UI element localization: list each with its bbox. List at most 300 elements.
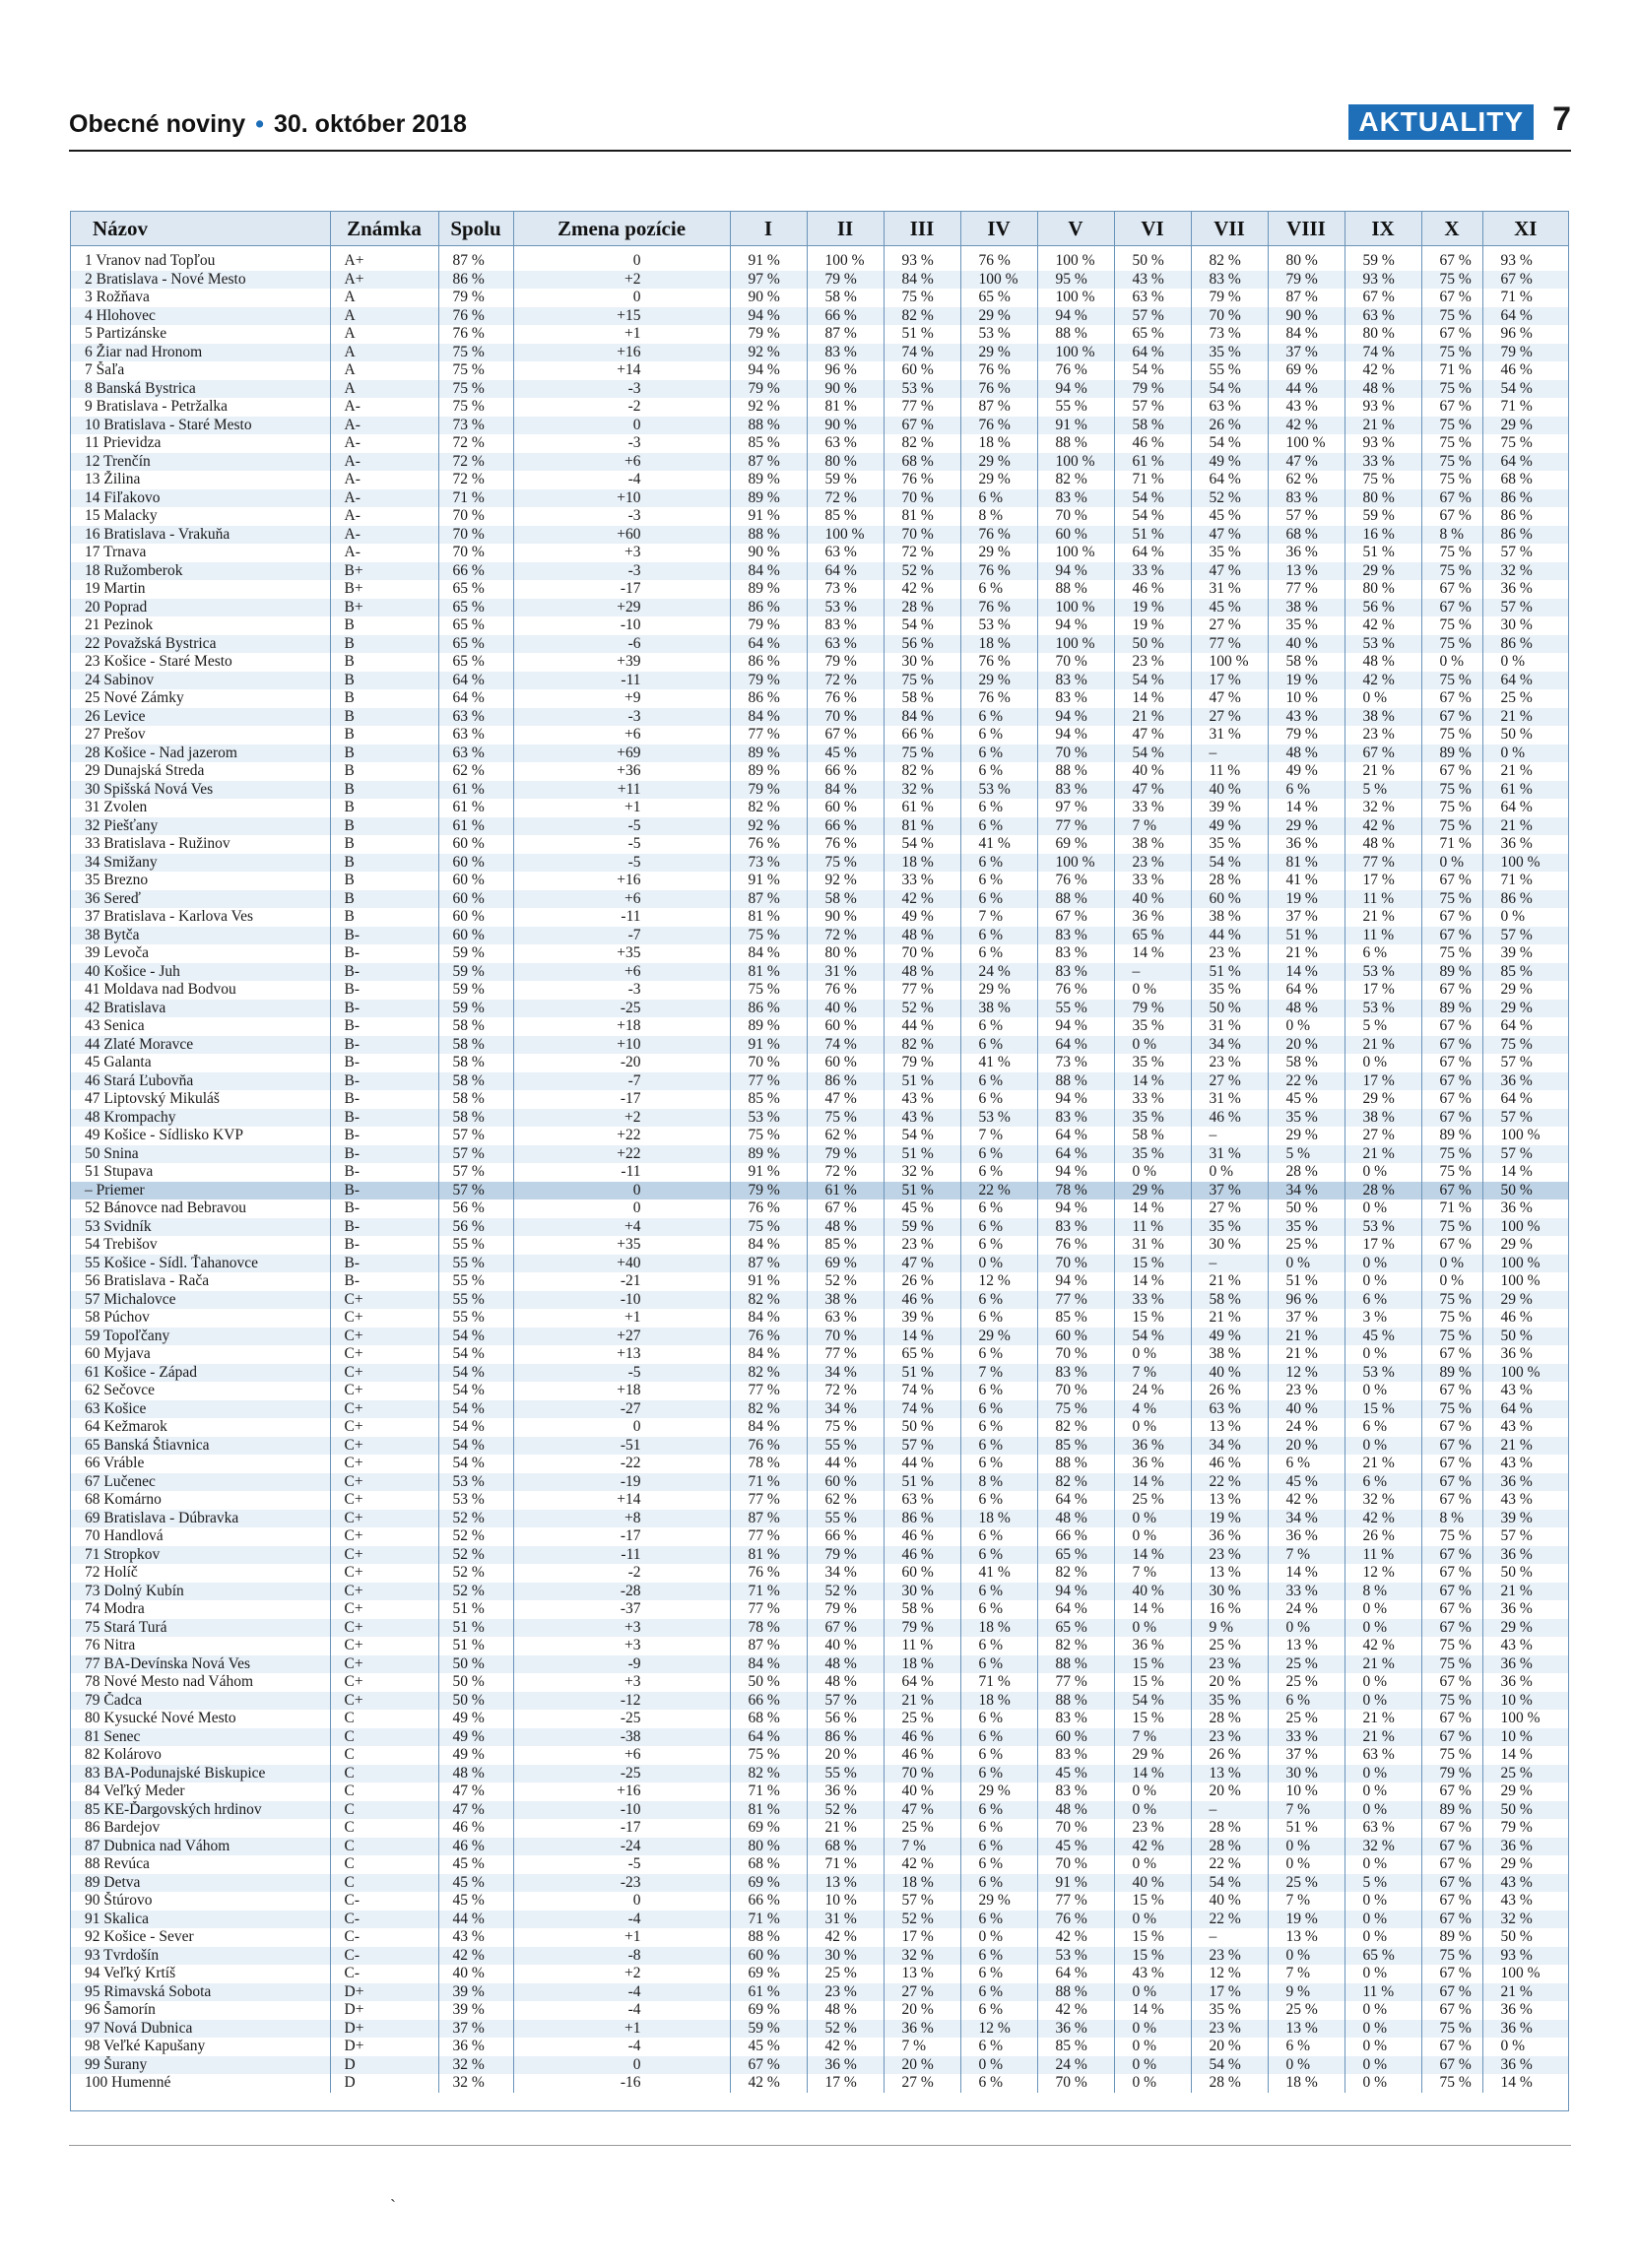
cell-change: -17 (513, 1527, 730, 1546)
cell-m11: 0 % (1482, 745, 1568, 763)
cell-m10: 67 % (1421, 580, 1482, 599)
cell-m6: 54 % (1114, 672, 1191, 690)
cell-m2: 72 % (807, 1382, 884, 1400)
cell-m5: 88 % (1037, 1655, 1114, 1674)
cell-m2: 48 % (807, 1218, 884, 1237)
table-row (71, 271, 1568, 290)
cell-m3: 56 % (884, 635, 960, 654)
cell-m10: 67 % (1421, 1546, 1482, 1565)
cell-total: 72 % (438, 453, 513, 472)
cell-m7: 21 % (1191, 1309, 1268, 1328)
cell-m11: 21 % (1482, 1437, 1568, 1456)
cell-name: 34 Smižany (71, 854, 330, 873)
cell-m4: 6 % (960, 1746, 1037, 1765)
cell-m1: 77 % (730, 1600, 807, 1619)
cell-m5: 83 % (1037, 781, 1114, 800)
cell-m9: 23 % (1345, 726, 1421, 745)
cell-m10: 75 % (1421, 2020, 1482, 2039)
cell-m9: 29 % (1345, 562, 1421, 581)
cell-m8: 62 % (1268, 471, 1345, 489)
table-row (71, 344, 1568, 362)
cell-m8: 14 % (1268, 963, 1345, 982)
cell-m11: 64 % (1482, 307, 1568, 326)
cell-m7: 49 % (1191, 453, 1268, 472)
cell-grade: C+ (330, 1418, 438, 1437)
cell-m3: 42 % (884, 1855, 960, 1874)
cell-change: -22 (513, 1455, 730, 1473)
cell-change: +22 (513, 1145, 730, 1164)
table-row (71, 854, 1568, 873)
cell-grade: A- (330, 417, 438, 435)
cell-m5: 70 % (1037, 653, 1114, 672)
cell-grade: B (330, 762, 438, 781)
cell-m5: 60 % (1037, 1728, 1114, 1747)
cell-m4: 76 % (960, 653, 1037, 672)
table-row (71, 1291, 1568, 1310)
cell-m6: 14 % (1114, 1473, 1191, 1492)
cell-m6: 64 % (1114, 544, 1191, 562)
cell-total: 73 % (438, 417, 513, 435)
cell-m8: 43 % (1268, 398, 1345, 417)
cell-m4: 29 % (960, 344, 1037, 362)
cell-change: 0 (513, 246, 730, 271)
cell-grade: C+ (330, 1364, 438, 1383)
cell-m2: 17 % (807, 2074, 884, 2093)
cell-m7: 35 % (1191, 1692, 1268, 1711)
cell-change: 0 (513, 1418, 730, 1437)
cell-m11: 36 % (1500, 1199, 1533, 1217)
cell-m3: 60 % (884, 361, 960, 380)
cell-m1: 70 % (730, 1054, 807, 1072)
table-row (71, 1819, 1568, 1838)
cell-m8: 79 % (1268, 726, 1345, 745)
cell-change: +4 (513, 1218, 730, 1237)
cell-change: +1 (513, 799, 730, 817)
cell-m6: 0 % (1114, 1983, 1191, 2002)
cell-m1: 69 % (730, 1874, 807, 1893)
cell-m7: 28 % (1191, 1819, 1268, 1838)
cell-m7: 13 % (1191, 1418, 1268, 1437)
cell-grade: C- (330, 1911, 438, 1929)
table-row (71, 1765, 1568, 1783)
cell-m11: 79 % (1500, 1819, 1533, 1837)
table-row (71, 471, 1568, 489)
table-row (71, 1163, 1568, 1182)
cell-m11: 100 % (1482, 854, 1568, 873)
cell-m6: 54 % (1114, 361, 1191, 380)
table-row (71, 599, 1568, 617)
cell-m9: 42 % (1345, 672, 1421, 690)
cell-m5: 94 % (1037, 708, 1114, 727)
cell-m4: 7 % (960, 1127, 1037, 1145)
cell-m3: 51 % (884, 1182, 960, 1200)
table-row (71, 1728, 1568, 1747)
cell-total: 60 % (438, 854, 513, 873)
cell-m6: 58 % (1114, 417, 1191, 435)
cell-m8: 14 % (1268, 1564, 1345, 1583)
cell-m1: 86 % (730, 599, 807, 617)
cell-name: 22 Považská Bystrica (71, 635, 330, 654)
cell-m4: 6 % (960, 1291, 1037, 1310)
cell-m10: 67 % (1421, 1382, 1482, 1400)
cell-m6: 15 % (1114, 1255, 1191, 1273)
cell-m1: 81 % (730, 1801, 807, 1820)
cell-m3: 77 % (884, 981, 960, 1000)
cell-m5: 85 % (1037, 2038, 1114, 2056)
cell-m5: 95 % (1037, 271, 1114, 290)
cell-m2: 52 % (807, 1272, 884, 1291)
cell-m4: 53 % (960, 781, 1037, 800)
cell-m8: 38 % (1268, 599, 1345, 617)
cell-m7: 17 % (1191, 1983, 1268, 2002)
cell-m4: 87 % (960, 398, 1037, 417)
cell-m9: 93 % (1345, 398, 1421, 417)
cell-m7: 31 % (1191, 1145, 1268, 1164)
cell-m3: 77 % (884, 398, 960, 417)
cell-total: 72 % (438, 471, 513, 489)
cell-change: -7 (513, 927, 730, 945)
cell-m5: 94 % (1037, 1163, 1114, 1182)
cell-m11: 100 % (1482, 1364, 1568, 1383)
cell-m10: 67 % (1421, 1782, 1482, 1801)
cell-name: 97 Nová Dubnica (71, 2020, 330, 2039)
cell-name: 24 Sabinov (71, 672, 330, 690)
cell-m6: 61 % (1114, 453, 1191, 472)
cell-m7: 28 % (1191, 872, 1268, 890)
cell-m5: 64 % (1037, 1965, 1114, 1983)
cell-total: 75 % (438, 380, 513, 399)
cell-m5: 82 % (1037, 1637, 1114, 1655)
cell-m2: 42 % (807, 2038, 884, 2056)
cell-total: 63 % (438, 726, 513, 745)
cell-m7: 34 % (1191, 1437, 1268, 1456)
cell-m3: 93 % (884, 246, 960, 271)
cell-m11: 36 % (1500, 1345, 1533, 1363)
cell-m8: 0 % (1268, 1017, 1345, 1036)
cell-change: -10 (513, 1801, 730, 1820)
cell-m7: 83 % (1191, 271, 1268, 290)
cell-change: 0 (513, 2056, 730, 2075)
table-row (71, 1309, 1568, 1328)
cell-m8: 23 % (1268, 1382, 1345, 1400)
table-row (71, 325, 1568, 344)
table-row-average (71, 1182, 1568, 1200)
cell-m9: 53 % (1345, 1218, 1421, 1237)
cell-m3: 53 % (884, 380, 960, 399)
table-row (71, 398, 1568, 417)
cell-m10: 67 % (1421, 1911, 1482, 1929)
column-header-m8: VIII (1268, 212, 1345, 246)
cell-m5: 94 % (1037, 1090, 1114, 1109)
cell-m5: 78 % (1037, 1182, 1114, 1200)
cell-m9: 80 % (1345, 580, 1421, 599)
cell-name: 7 Šaľa (71, 361, 330, 380)
cell-m9: 0 % (1345, 1600, 1421, 1619)
cell-m9: 93 % (1345, 271, 1421, 290)
cell-grade: C+ (330, 1673, 438, 1692)
cell-total: 55 % (438, 1272, 513, 1291)
cell-m11: 43 % (1500, 1637, 1533, 1654)
cell-name: 60 Myjava (71, 1345, 330, 1364)
cell-m5: 88 % (1037, 1455, 1114, 1473)
cell-m2: 20 % (807, 1746, 884, 1765)
cell-m3: 82 % (884, 307, 960, 326)
cell-m7: 30 % (1191, 1583, 1268, 1601)
cell-m3: 51 % (884, 325, 960, 344)
cell-name: 29 Dunajská Streda (71, 762, 330, 781)
cell-m2: 79 % (807, 653, 884, 672)
cell-m9: 51 % (1345, 544, 1421, 562)
table-row (71, 635, 1568, 654)
cell-m4: 6 % (960, 1418, 1037, 1437)
cell-m1: 79 % (730, 1182, 807, 1200)
cell-m3: 18 % (884, 854, 960, 873)
cell-m10: 75 % (1421, 1309, 1482, 1328)
cell-change: -27 (513, 1400, 730, 1419)
cell-m10: 89 % (1421, 745, 1482, 763)
cell-m4: 6 % (960, 1017, 1037, 1036)
cell-m9: 6 % (1345, 1418, 1421, 1437)
cell-m2: 21 % (807, 1819, 884, 1838)
cell-total: 55 % (438, 1309, 513, 1328)
publication-name: Obecné noviny (69, 110, 246, 138)
section-label: AKTUALITY (1348, 104, 1534, 140)
table-row (71, 434, 1568, 453)
cell-change: -4 (513, 471, 730, 489)
cell-m9: 0 % (1345, 1892, 1421, 1911)
cell-m8: 37 % (1268, 344, 1345, 362)
cell-m9: 74 % (1345, 344, 1421, 362)
cell-name: 41 Moldava nad Bodvou (71, 981, 330, 1000)
cell-m2: 40 % (807, 1000, 884, 1018)
cell-change: +16 (513, 1782, 730, 1801)
cell-m1: 87 % (730, 1255, 807, 1273)
cell-grade: C+ (330, 1564, 438, 1583)
cell-m3: 74 % (884, 344, 960, 362)
cell-m9: 0 % (1345, 2001, 1421, 2020)
cell-m10: 75 % (1421, 944, 1482, 963)
cell-grade: A- (330, 489, 438, 508)
cell-m8: 45 % (1268, 1473, 1345, 1492)
cell-total: 54 % (438, 1364, 513, 1383)
cell-m3: 58 % (884, 689, 960, 708)
cell-m2: 100 % (807, 526, 884, 545)
cell-m6: 64 % (1114, 344, 1191, 362)
cell-total: 70 % (438, 526, 513, 545)
cell-change: -11 (513, 1546, 730, 1565)
cell-m7: 37 % (1191, 1182, 1268, 1200)
cell-grade: A+ (330, 246, 438, 271)
cell-m1: 84 % (730, 1418, 807, 1437)
cell-m7: 27 % (1191, 616, 1268, 635)
table-row (71, 580, 1568, 599)
cell-name: 10 Bratislava - Staré Mesto (71, 417, 330, 435)
cell-grade: C+ (330, 1345, 438, 1364)
cell-m11: 50 % (1500, 1928, 1533, 1946)
table-row (71, 1965, 1568, 1983)
cell-m6: 11 % (1114, 1218, 1191, 1237)
cell-m11: 43 % (1482, 1874, 1568, 1893)
cell-m11: 14 % (1500, 2074, 1533, 2092)
cell-m9: 45 % (1345, 1328, 1421, 1346)
cell-total: 79 % (438, 289, 513, 307)
cell-grade: B- (330, 963, 438, 982)
cell-m8: 0 % (1268, 1838, 1345, 1856)
cell-grade: C+ (330, 1655, 438, 1674)
cell-m6: 21 % (1114, 708, 1191, 727)
table-row (71, 1145, 1568, 1164)
cell-name: 61 Košice - Západ (71, 1364, 330, 1383)
cell-m8: 25 % (1268, 2001, 1345, 2020)
cell-m11: 57 % (1482, 1145, 1568, 1164)
cell-m5: 65 % (1037, 1619, 1114, 1638)
cell-name: 3 Rožňava (71, 289, 330, 307)
cell-m6: 14 % (1114, 1199, 1191, 1218)
cell-m5: 100 % (1037, 544, 1114, 562)
table-row (71, 653, 1568, 672)
cell-m6: 47 % (1114, 781, 1191, 800)
cell-m4: 29 % (960, 1328, 1037, 1346)
cell-m2: 75 % (807, 1109, 884, 1128)
cell-m9: 0 % (1345, 1692, 1421, 1711)
cell-m6: 0 % (1114, 1782, 1191, 1801)
cell-m4: 6 % (960, 944, 1037, 963)
cell-m6: 15 % (1114, 1655, 1191, 1674)
cell-m5: 94 % (1037, 1017, 1114, 1036)
table-row (71, 289, 1568, 307)
cell-m5: 83 % (1037, 944, 1114, 963)
cell-grade: B (330, 781, 438, 800)
cell-m6: – (1114, 963, 1191, 982)
table-row (71, 1892, 1568, 1911)
table-row (71, 1400, 1568, 1419)
cell-m6: 14 % (1114, 1600, 1191, 1619)
cell-m4: 6 % (960, 1965, 1037, 1983)
cell-total: 61 % (438, 817, 513, 836)
cell-m7: 28 % (1191, 1838, 1268, 1856)
cell-m2: 66 % (807, 817, 884, 836)
cell-m4: 6 % (960, 1455, 1037, 1473)
cell-m9: 0 % (1345, 1382, 1421, 1400)
cell-change: -5 (513, 1364, 730, 1383)
cell-grade: C+ (330, 1546, 438, 1565)
cell-m10: 67 % (1421, 1473, 1482, 1492)
cell-m8: 0 % (1268, 1619, 1345, 1638)
cell-total: 32 % (438, 2074, 513, 2093)
cell-m1: 87 % (730, 1637, 807, 1655)
cell-change: -11 (513, 1163, 730, 1182)
cell-m9: 63 % (1345, 307, 1421, 326)
cell-m2: 48 % (807, 1655, 884, 1674)
cell-m5: 42 % (1037, 1928, 1114, 1947)
cell-grade: B- (330, 1182, 438, 1200)
cell-m10: 67 % (1421, 1855, 1482, 1874)
cell-m11: 39 % (1482, 1510, 1568, 1528)
cell-m10: 0 % (1421, 1255, 1482, 1273)
cell-change: +8 (513, 1510, 730, 1528)
table-row (71, 380, 1568, 399)
cell-m7: 12 % (1191, 1965, 1268, 1983)
cell-total: 49 % (438, 1746, 513, 1765)
cell-m7: 38 % (1191, 908, 1268, 927)
cell-grade: C+ (330, 1400, 438, 1419)
cell-m6: 40 % (1114, 1583, 1191, 1601)
cell-m9: 0 % (1345, 2020, 1421, 2039)
cell-m7: 13 % (1191, 1491, 1268, 1510)
cell-m8: 7 % (1268, 1801, 1345, 1820)
cell-name: 51 Stupava (71, 1163, 330, 1182)
cell-grade: B (330, 672, 438, 690)
cell-m11: 50 % (1482, 1801, 1568, 1820)
cell-m8: 10 % (1268, 1782, 1345, 1801)
cell-change: -2 (513, 1564, 730, 1583)
cell-name: 35 Brezno (71, 872, 330, 890)
cell-m11: 50 % (1500, 726, 1533, 744)
cell-m4: 7 % (960, 1364, 1037, 1383)
cell-name: 12 Trenčín (71, 453, 330, 472)
cell-m9: 56 % (1345, 599, 1421, 617)
cell-m9: 42 % (1345, 817, 1421, 836)
cell-m5: 88 % (1037, 762, 1114, 781)
cell-m11: 67 % (1482, 271, 1568, 290)
cell-m6: 14 % (1114, 1272, 1191, 1291)
cell-m7: 46 % (1191, 1109, 1268, 1128)
cell-grade: A (330, 325, 438, 344)
cell-m11: 39 % (1500, 944, 1533, 962)
cell-m9: 0 % (1345, 1054, 1421, 1072)
cell-total: 44 % (438, 1911, 513, 1929)
cell-total: 45 % (438, 1874, 513, 1893)
cell-name: 59 Topoľčany (71, 1328, 330, 1346)
cell-grade: A- (330, 507, 438, 526)
cell-m4: 6 % (960, 580, 1037, 599)
cell-change: -5 (513, 854, 730, 873)
cell-m11: 64 % (1482, 453, 1568, 472)
cell-m2: 83 % (807, 344, 884, 362)
cell-m11: 29 % (1500, 1782, 1533, 1800)
cell-change: -25 (513, 1000, 730, 1018)
cell-m6: 15 % (1114, 1673, 1191, 1692)
cell-m3: 50 % (884, 1418, 960, 1437)
cell-total: 72 % (438, 434, 513, 453)
cell-m1: 90 % (730, 544, 807, 562)
table-body (71, 246, 1568, 2093)
cell-m5: 91 % (1037, 417, 1114, 435)
cell-m9: 0 % (1345, 1765, 1421, 1783)
cell-m7: 26 % (1191, 417, 1268, 435)
cell-name: 48 Krompachy (71, 1109, 330, 1128)
cell-m8: 57 % (1268, 507, 1345, 526)
cell-m5: 48 % (1037, 1801, 1114, 1820)
cell-m2: 67 % (807, 726, 884, 745)
column-header-name: Názov (71, 212, 330, 246)
table-row (71, 817, 1568, 836)
cell-total: 54 % (438, 1382, 513, 1400)
cell-m1: 92 % (730, 398, 807, 417)
cell-change: -5 (513, 835, 730, 854)
cell-m4: 6 % (960, 1400, 1037, 1419)
cell-m5: 83 % (1037, 672, 1114, 690)
cell-m8: 29 % (1268, 1127, 1345, 1145)
cell-m7: 40 % (1191, 1364, 1268, 1383)
cell-name: 87 Dubnica nad Váhom (71, 1838, 330, 1856)
cell-m9: 0 % (1345, 1673, 1421, 1692)
cell-m6: 42 % (1114, 1838, 1191, 1856)
cell-m1: 75 % (730, 927, 807, 945)
cell-m8: 41 % (1268, 872, 1345, 890)
cell-change: +6 (513, 726, 730, 745)
cell-m2: 23 % (807, 1983, 884, 2002)
